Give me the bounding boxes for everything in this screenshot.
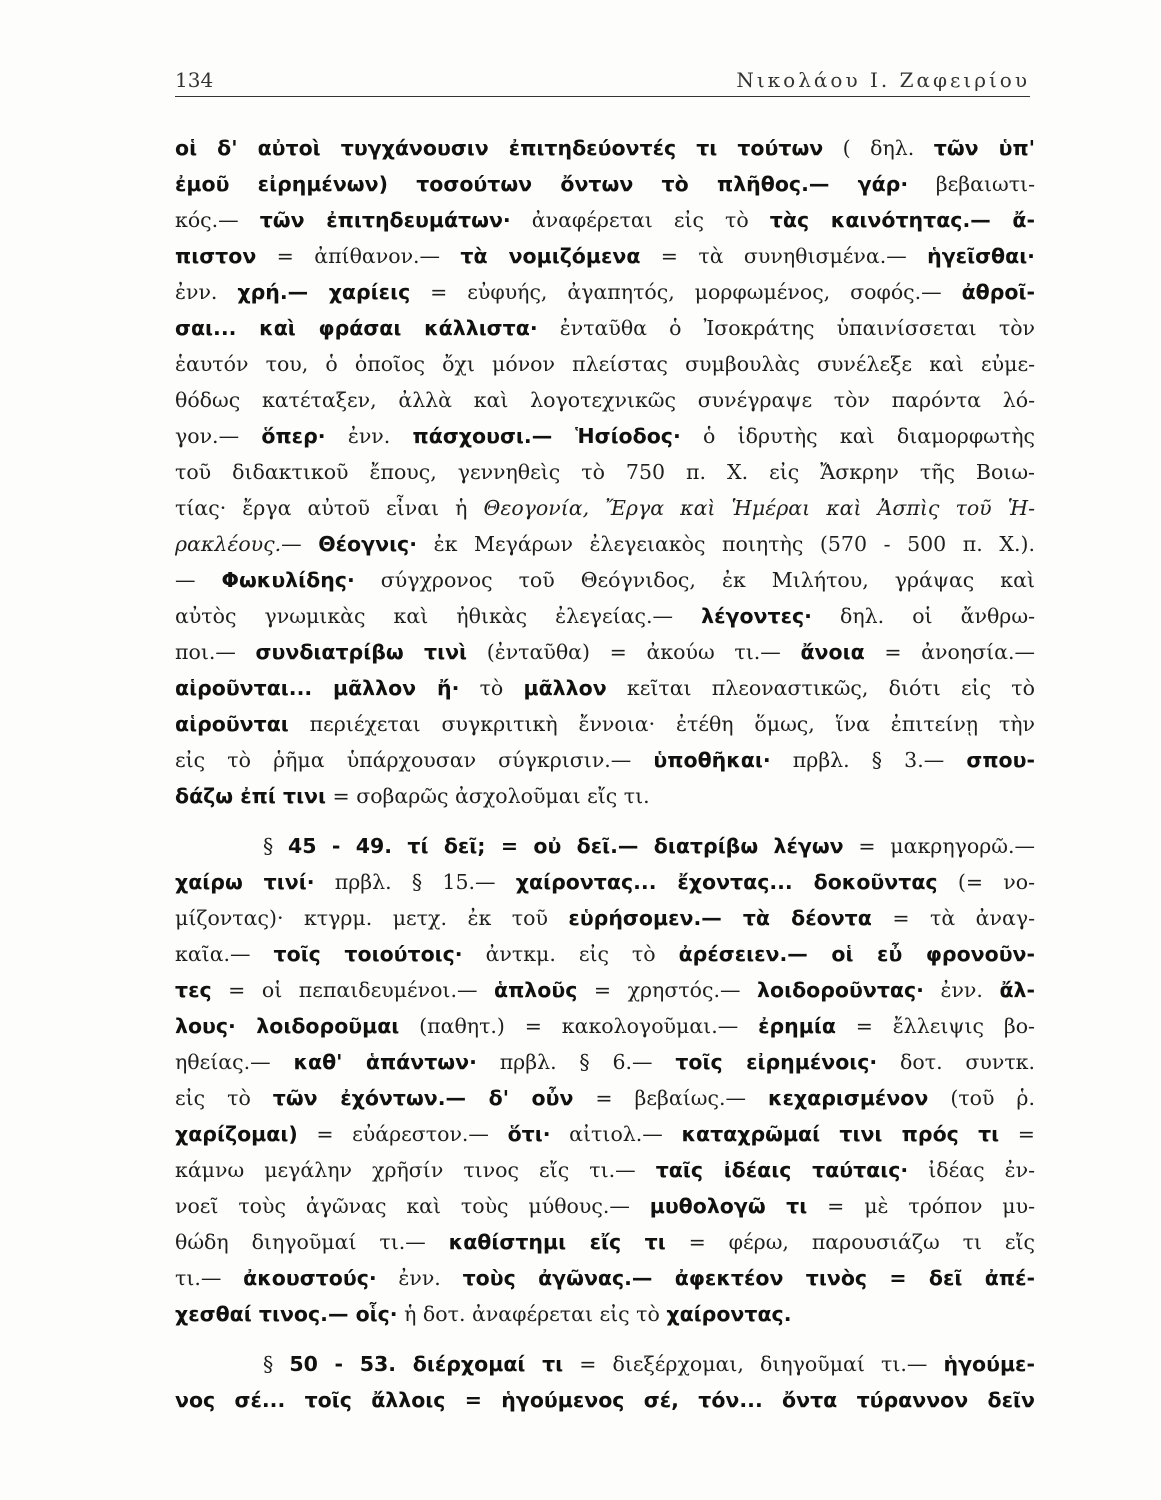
commentary-text — [175, 130, 1035, 1418]
text-line — [175, 706, 1035, 742]
gloss-text: ποι.— — [175, 640, 256, 664]
lemma-term: λοιδοροῦντας· — [757, 978, 924, 1002]
text-line — [175, 1296, 1035, 1332]
page-number: 134 — [175, 68, 214, 92]
lemma-term: τῶν ἐπιτηδευμάτων· — [259, 208, 511, 232]
text-line — [175, 742, 1035, 778]
gloss-text: εἰς τὸ ῥῆμα ὑπάρχουσαν σύγκρισιν.— — [175, 748, 654, 772]
gloss-text: κός.— — [175, 208, 260, 232]
text-line — [175, 310, 1035, 346]
gloss-text: (= νο- — [937, 870, 1035, 894]
text-line — [175, 900, 1035, 936]
lemma-term: δάζω ἐπί τινι — [175, 784, 327, 808]
text-line — [175, 936, 1035, 972]
gloss-text: τοῦ διδακτικοῦ ἔπους, γεννηθεὶς τὸ 750 π. Χ. εἰς Ἄσκρην τῆς Βοιω- — [175, 460, 1035, 484]
gloss-text: τι.— — [175, 1266, 244, 1290]
lemma-term: ἀκουστούς· — [243, 1266, 377, 1290]
lemma-term: ἀθροῖ- — [961, 280, 1035, 304]
gloss-text: ἐνν. — [376, 1266, 463, 1290]
gloss-text: εἰς τὸ — [175, 1086, 273, 1110]
lemma-term: κεχαρισμένον — [767, 1086, 929, 1110]
text-line — [175, 490, 1035, 526]
lemma-term: αἱροῦνται... μᾶλλον ἤ· — [175, 676, 460, 700]
gloss-text: δηλ. οἱ ἄνθρω- — [811, 604, 1035, 628]
gloss-text: § — [263, 834, 288, 858]
gloss-text: = τὰ ἀναγ- — [871, 906, 1035, 930]
gloss-text: κεῖται πλεοναστικῶς, διότι εἰς τὸ — [606, 676, 1035, 700]
gloss-text: = διεξέρχομαι, διηγοῦμαί τι.— — [563, 1352, 944, 1376]
gloss-text: μίζοντας)· κτγρμ. μετχ. ἐκ τοῦ — [175, 906, 569, 930]
text-line — [175, 634, 1035, 670]
gloss-text: (τοῦ ῥ. — [928, 1086, 1035, 1110]
gloss-text: = τὰ συνηθισμένα.— — [640, 244, 928, 268]
text-line — [175, 1152, 1035, 1188]
gloss-text: ἐνν. — [175, 280, 238, 304]
lemma-term: χρή.— χαρίεις — [237, 280, 411, 304]
gloss-text: ἡ δοτ. ἀναφέρεται εἰς τὸ — [397, 1302, 667, 1326]
text-line — [175, 972, 1035, 1008]
gloss-text: = φέρω, παρουσιάζω τι εἴς — [665, 1230, 1035, 1254]
lemma-term: χαίροντας. — [666, 1302, 792, 1326]
lemma-term: οἱ δ' αὐτοὶ τυγχάνουσιν ἐπιτηδεύοντές τι τούτων — [175, 136, 824, 160]
running-head: Νικολάου Ι. Ζαφειρίου — [736, 68, 1030, 92]
text-line — [175, 1260, 1035, 1296]
gloss-text: = βεβαίως.— — [573, 1086, 768, 1110]
lemma-term: τὰς καινότητας.— ἄ- — [769, 208, 1035, 232]
gloss-text: = σοβαρῶς ἀσχολοῦμαι εἴς τι. — [326, 784, 650, 808]
lemma-term: ἐμοῦ εἰρημένων) τοσούτων ὄντων τὸ πλῆθος.— γάρ· — [175, 172, 909, 196]
gloss-text: ἰδέας ἐν- — [908, 1158, 1035, 1182]
gloss-text: πρβλ. § 15.— — [314, 870, 516, 894]
text-line — [175, 1382, 1035, 1418]
text-line — [175, 346, 1035, 382]
gloss-text: περιέχεται συγκριτικὴ ἔννοια· ἐτέθη ὅμως, ἵνα ἐπιτείνῃ τὴν — [288, 712, 1035, 736]
text-line — [175, 670, 1035, 706]
gloss-text: δοτ. συντκ. — [877, 1050, 1035, 1074]
page-header — [175, 66, 1030, 97]
lemma-term: ταῖς ἰδέαις ταύταις· — [655, 1158, 909, 1182]
lemma-term: τὰ νομιζόμενα — [460, 244, 641, 268]
lemma-term: Θέογνις· — [318, 532, 417, 556]
lemma-term: καθ' ἁπάντων· — [293, 1050, 477, 1074]
lemma-term: τες — [175, 978, 212, 1002]
text-line — [175, 864, 1035, 900]
lemma-term: τῶν ἐχόντων.— δ' οὖν — [272, 1086, 574, 1110]
gloss-text: ἐνν. — [325, 424, 413, 448]
gloss-text: τίας· ἔργα αὐτοῦ εἶναι ἡ — [175, 496, 484, 520]
gloss-text: = εὐφυής, ἀγαπητός, μορφωμένος, σοφός.— — [410, 280, 962, 304]
italic-title: ρακλέους. — [175, 532, 282, 556]
lemma-term: ἄλ- — [999, 978, 1035, 1002]
lemma-term: ὅπερ· — [261, 424, 326, 448]
lemma-term: λέγοντες· — [701, 604, 812, 628]
lemma-term: 45 - 49. τί δεῖ; = οὐ δεῖ.— διατρίβω λέγων — [287, 834, 844, 858]
gloss-text: = οἱ πεπαιδευμένοι.— — [211, 978, 494, 1002]
text-line — [175, 454, 1035, 490]
italic-title: Θεογονία, Ἔργα καὶ Ἡμέραι καὶ Ἀσπὶς τοῦ Ἡ- — [483, 496, 1035, 520]
lemma-term: τοὺς ἀγῶνας.— ἀφεκτέον τινὸς = δεῖ ἀπέ- — [462, 1266, 1035, 1290]
text-line — [175, 382, 1035, 418]
lemma-term: χαίρω τινί· — [175, 870, 315, 894]
gloss-text: πρβλ. § 3.— — [770, 748, 967, 772]
lemma-term: ὑποθῆκαι· — [653, 748, 771, 772]
gloss-text: αὐτὸς γνωμικὰς καὶ ἠθικὰς ἐλεγείας.— — [175, 604, 702, 628]
lemma-term: τοῖς εἰρημένοις· — [675, 1050, 878, 1074]
gloss-text: κάμνω μεγάλην χρῆσίν τινος εἴς τι.— — [175, 1158, 656, 1182]
lemma-term: χεσθαί τινος.— οἷς· — [175, 1302, 398, 1326]
gloss-text: — — [175, 568, 222, 592]
text-line — [175, 1188, 1035, 1224]
lemma-term: πιστον — [175, 244, 257, 268]
lemma-term: καθίστημι εἴς τι — [448, 1230, 666, 1254]
lemma-term: σπου- — [966, 748, 1035, 772]
gloss-text: ἑαυτόν του, ὁ ὁποῖος ὄχι μόνον πλείστας συμβουλὰς συνέλεξε καὶ εὐμε- — [175, 352, 1035, 376]
gloss-text: θόδως κατέταξεν, ἀλλὰ καὶ λογοτεχνικῶς συνέγραψε τὸν παρόντα λό- — [175, 388, 1035, 412]
gloss-text: ηθείας.— — [175, 1050, 294, 1074]
gloss-text: (ἐνταῦθα) = ἀκούω τι.— — [467, 640, 801, 664]
lemma-term: συνδιατρίβω τινὶ — [255, 640, 468, 664]
text-line — [175, 1116, 1035, 1152]
text-line — [175, 418, 1035, 454]
lemma-term: ἐρημία — [758, 1014, 836, 1038]
lemma-term: σαι... καὶ φράσαι κάλλιστα· — [175, 316, 538, 340]
lemma-term: ἁπλοῦς — [494, 978, 578, 1002]
gloss-text: νοεῖ τοὺς ἀγῶνας καὶ τοὺς μύθους.— — [175, 1194, 650, 1218]
gloss-text: = — [999, 1122, 1035, 1146]
text-line — [175, 1224, 1035, 1260]
gloss-text: = μακρηγορῶ.— — [843, 834, 1035, 858]
lemma-term: νος σέ... τοῖς ἄλλοις = ἡγούμενος σέ, τόν... ὄντα τύραννον δεῖν — [175, 1388, 1035, 1412]
lemma-term: καταχρῶμαί τινι πρός τι — [681, 1122, 1000, 1146]
gloss-text: τὸ — [459, 676, 524, 700]
gloss-text: γον.— — [175, 424, 262, 448]
gloss-text: = ἀνοησία.— — [864, 640, 1035, 664]
gloss-text: = εὐάρεστον.— — [297, 1122, 508, 1146]
lemma-term: ἡγούμε- — [943, 1352, 1035, 1376]
gloss-text: θώδη διηγοῦμαί τι.— — [175, 1230, 449, 1254]
lemma-term: τοῖς τοιούτοις· — [273, 942, 463, 966]
gloss-text: = ἀπίθανον.— — [256, 244, 461, 268]
text-line — [175, 202, 1035, 238]
gloss-text: καῖα.— — [175, 942, 274, 966]
lemma-term: πάσχουσι.— Ἡσίοδος· — [412, 424, 681, 448]
lemma-term: λους· λοιδοροῦμαι — [175, 1014, 400, 1038]
gloss-text: = χρηστός.— — [577, 978, 758, 1002]
text-line — [175, 828, 1035, 864]
text-line — [175, 166, 1035, 202]
text-line — [175, 1008, 1035, 1044]
gloss-text: ἐκ Μεγάρων ἐλεγειακὸς ποιητὴς (570 - 500 π. Χ.). — [417, 532, 1035, 556]
text-line — [175, 1080, 1035, 1116]
gloss-text: ἀναφέρεται εἰς τὸ — [510, 208, 770, 232]
gloss-text: πρβλ. § 6.— — [476, 1050, 676, 1074]
text-line — [175, 598, 1035, 634]
lemma-term: τῶν ὑπ' — [933, 136, 1035, 160]
gloss-text: αἰτιολ.— — [550, 1122, 682, 1146]
gloss-text: (παθητ.) = κακολογοῦμαι.— — [399, 1014, 759, 1038]
gloss-text: ἐνταῦθα ὁ Ἰσοκράτης ὑπαινίσσεται τὸν — [537, 316, 1035, 340]
lemma-term: Φωκυλίδης· — [221, 568, 355, 592]
gloss-text: — — [281, 532, 319, 556]
lemma-term: ἡγεῖσθαι· — [927, 244, 1035, 268]
text-line — [175, 1044, 1035, 1080]
lemma-term: ἄνοια — [800, 640, 865, 664]
gloss-text: ὁ ἱδρυτὴς καὶ διαμορφωτὴς — [680, 424, 1035, 448]
gloss-text: βεβαιωτι- — [908, 172, 1035, 196]
lemma-term: 50 - 53. διέρχομαί τι — [289, 1352, 564, 1376]
gloss-text: = μὲ τρόπον μυ- — [807, 1194, 1035, 1218]
gloss-text: ἐνν. — [923, 978, 1000, 1002]
lemma-term: αἱροῦνται — [175, 712, 289, 736]
lemma-term: εὑρήσομεν.— τὰ δέοντα — [568, 906, 872, 930]
text-line — [175, 1346, 1035, 1382]
text-line — [175, 274, 1035, 310]
gloss-text: § — [263, 1352, 290, 1376]
lemma-term: μυθολογῶ τι — [649, 1194, 808, 1218]
text-line — [175, 562, 1035, 598]
lemma-term: χαίροντας... ἔχοντας... δοκοῦντας — [515, 870, 938, 894]
lemma-term: χαρίζομαι) — [175, 1122, 298, 1146]
gloss-text: ἀντκμ. εἰς τὸ — [462, 942, 679, 966]
gloss-text: σύγχρονος τοῦ Θεόγνιδος, ἐκ Μιλήτου, γράψας καὶ — [354, 568, 1035, 592]
lemma-term: ὅτι· — [507, 1122, 551, 1146]
lemma-term: μᾶλλον — [523, 676, 607, 700]
text-line — [175, 526, 1035, 562]
text-line — [175, 130, 1035, 166]
gloss-text: ( δηλ. — [823, 136, 934, 160]
text-line — [175, 238, 1035, 274]
lemma-term: ἀρέσειεν.— οἱ εὖ φρονοῦν- — [678, 942, 1035, 966]
text-line — [175, 778, 1035, 814]
gloss-text: = ἔλλειψις βο- — [835, 1014, 1035, 1038]
